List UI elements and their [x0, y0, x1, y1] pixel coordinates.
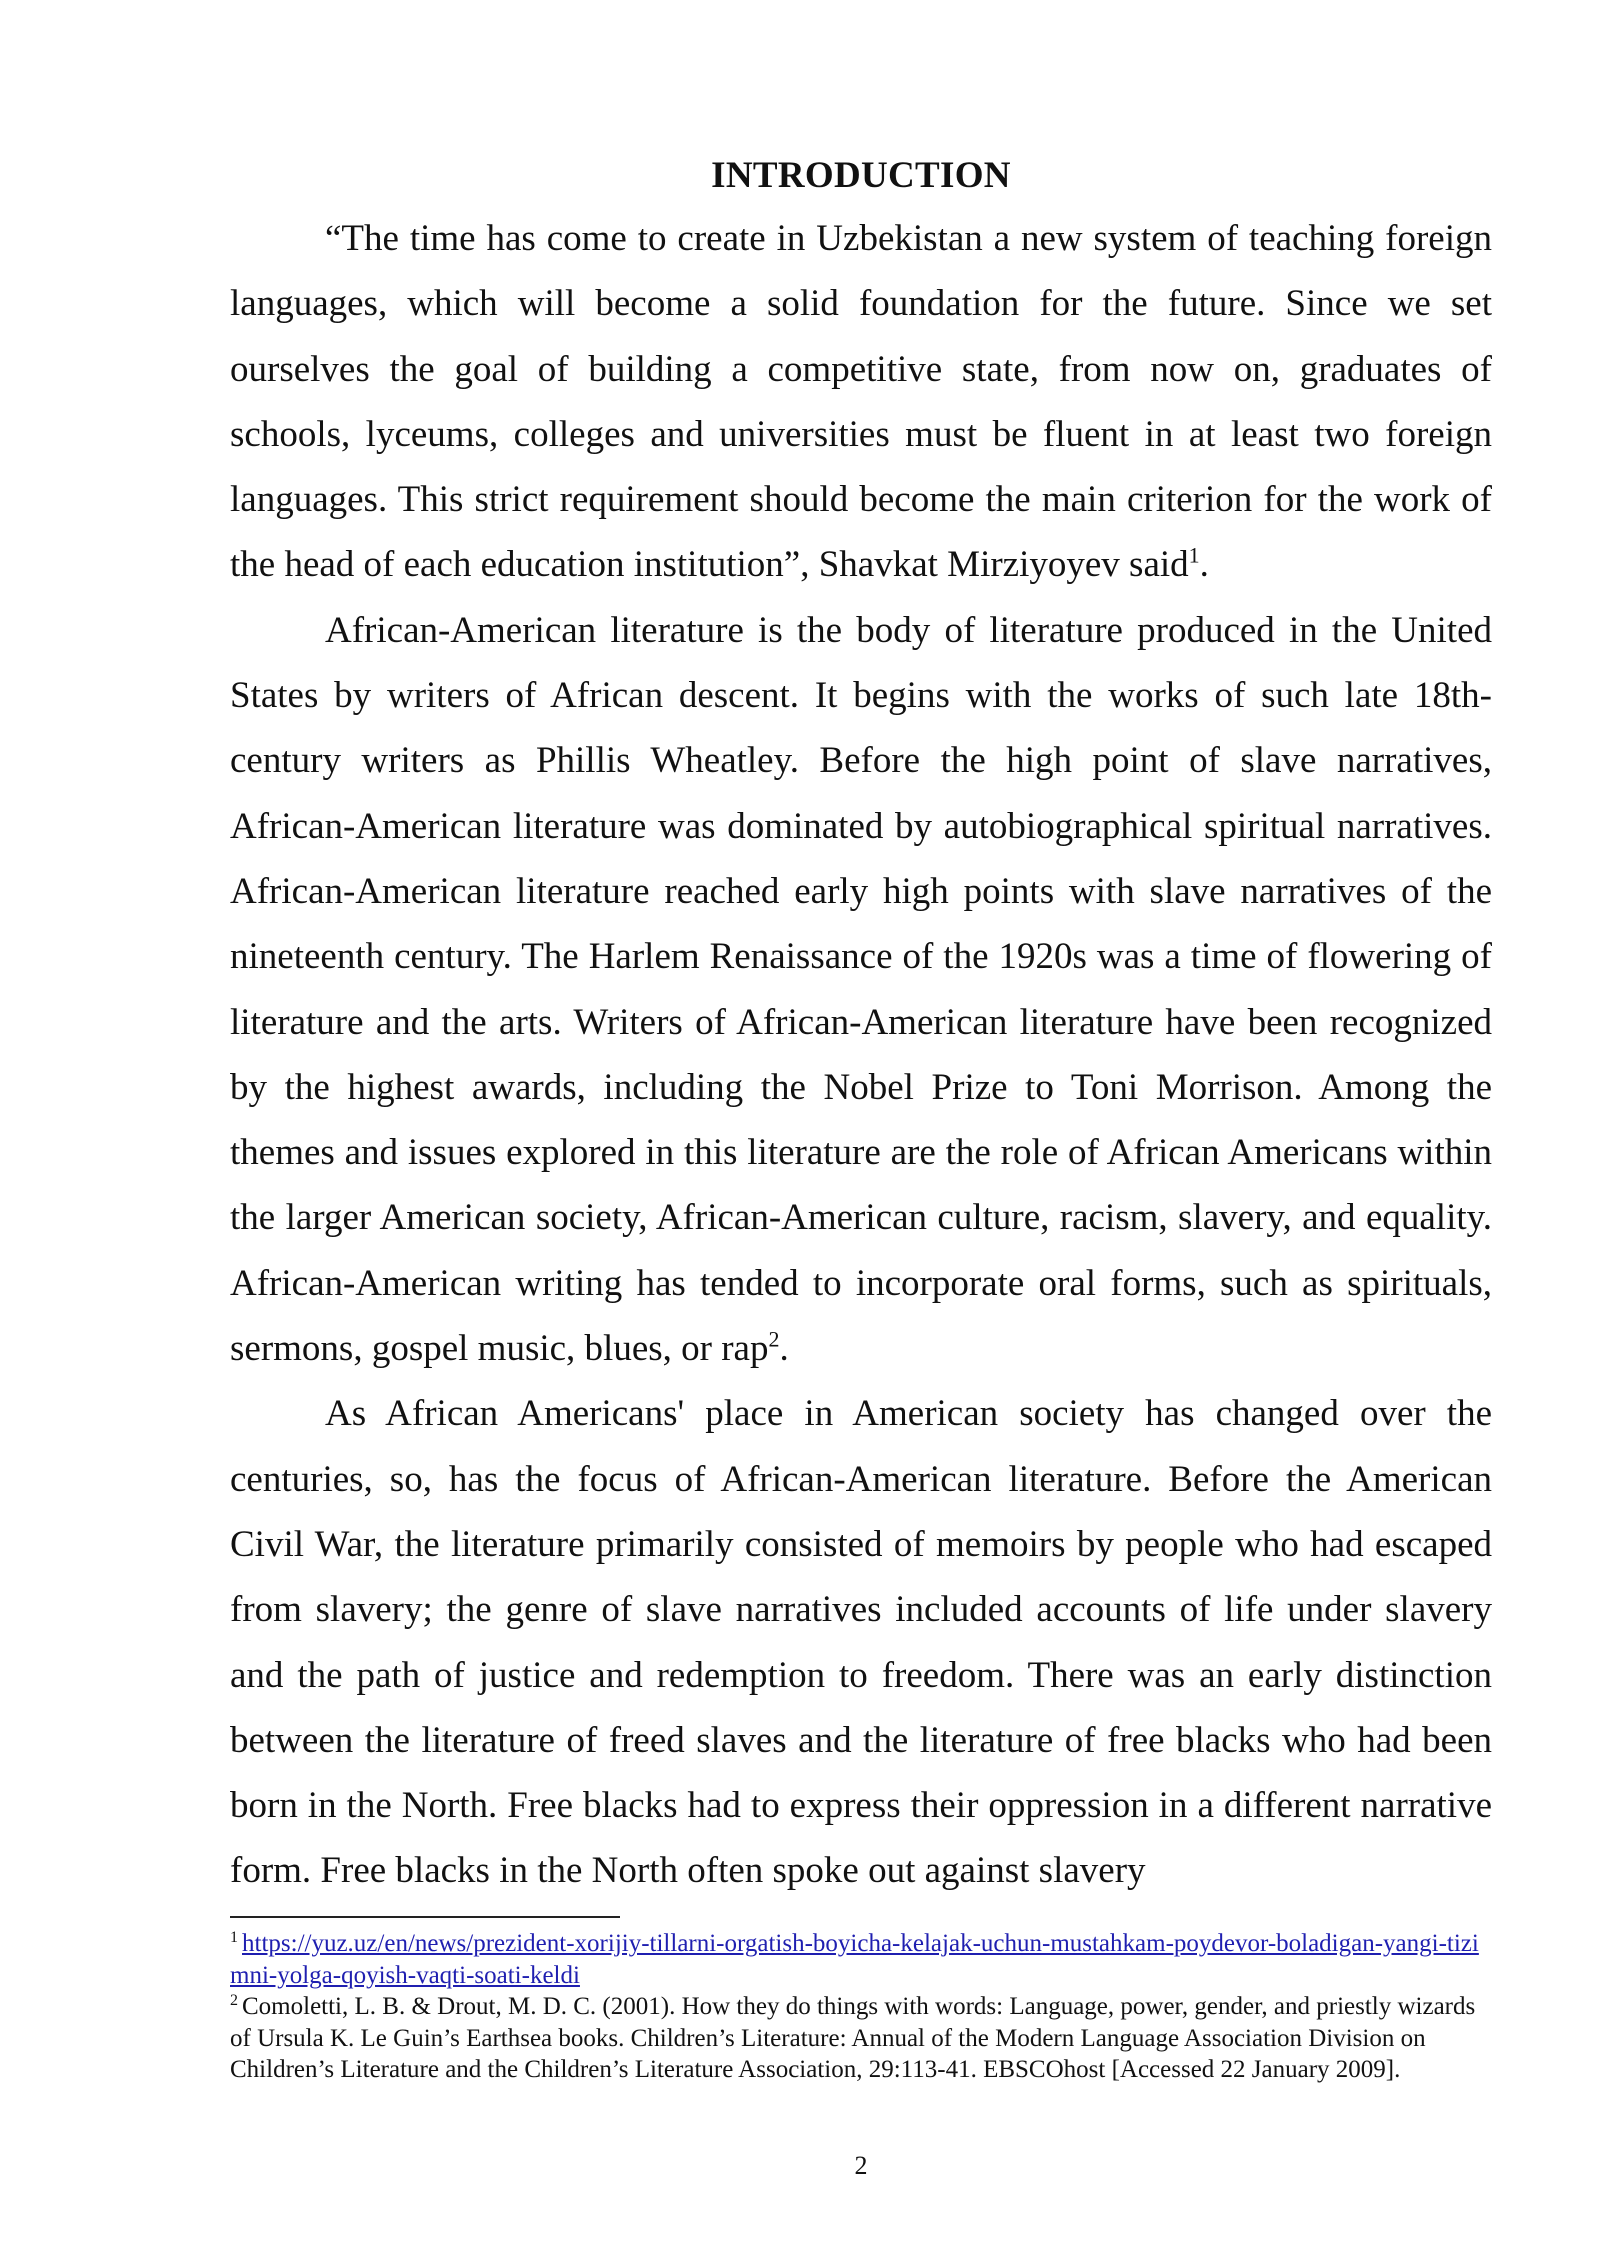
- footnotes: [230, 1928, 1492, 2086]
- paragraph-text: “The time has come to create in Uzbekistan a new system of teaching foreign languages, which will become a solid foundation for the future. Since we set ourselves the goal of building a competitive state, from now on, graduates of schools, lyceums, colleges and universities must be fluent in at least two foreign languages. This strict requirement should become the main criterion for the work of the head of each education institution”, Shavkat Mirziyoyev said: [230, 218, 1492, 586]
- footnote-reference[interactable]: 2: [768, 1326, 780, 1352]
- footnote-citation: Comoletti, L. B. & Drout, M. D. C. (2001). How they do things with words: Language, power, gender, and priestly wizards of Ursula K. Le Guin’s Earthsea books. Children’s Literature: Annual of the Modern Language Association Division on Children’s Literature and the Children’s Literature Association, 29:113-41. EBSCOhost [Accessed 22 January 2009].: [230, 1993, 1476, 2083]
- footnote-link[interactable]: https://yuz.uz/en/news/prezident-xorijiy-tillarni-orgatish-boyicha-kelajak-uchun-mustahkam-poydevor-boladigan-yangi-tizimni-yolga-qoyish-vaqti-soati-keldi: [230, 1930, 1479, 1989]
- paragraph-literature-definition: [230, 598, 1492, 1382]
- footnote-number: 2: [230, 1991, 238, 2009]
- footnote-reference[interactable]: 1: [1188, 543, 1200, 569]
- footnote-separator: [230, 1916, 620, 1918]
- paragraph-text: African-American literature is the body of literature produced in the United States by writers of African descent. It begins with the works of such late 18th-century writers as Phillis Wheatley. Before the high point of slave narratives, African-American literature was dominated by autobiographical spiritual narratives. African-American literature reached early high points with slave narratives of the nineteenth century. The Harlem Renaissance of the 1920s was a time of flowering of literature and the arts. Writers of African-American literature have been recognized by the highest awards, including the Nobel Prize to Toni Morrison. Among the themes and issues explored in this literature are the role of African Americans within the larger American society, African-American culture, racism, slavery, and equality. African-American writing has tended to incorporate oral forms, such as spirituals, sermons, gospel music, blues, or rap: [230, 609, 1492, 1370]
- paragraph-history: [230, 1381, 1492, 1903]
- page-body: [230, 150, 1492, 1904]
- section-heading: INTRODUCTION: [711, 155, 1011, 196]
- paragraph-quote: [230, 206, 1492, 598]
- page-number: 2: [854, 2151, 868, 2180]
- paragraph-end: .: [779, 1328, 789, 1370]
- footnote-number: 1: [230, 1928, 238, 1946]
- paragraph-end: .: [1199, 544, 1209, 586]
- paragraph-text: As African Americans' place in American society has changed over the centuries, so, has the focus of African-American literature. Before the American Civil War, the literature primarily consisted of memoirs by people who had escaped from slavery; the genre of slave narratives included accounts of life under slavery and the path of justice and redemption to freedom. There was an early distinction between the literature of freed slaves and the literature of free blacks who had been born in the North. Free blacks had to express their oppression in a different narrative form. Free blacks in the North often spoke out against slavery: [230, 1393, 1492, 1892]
- footnote-1: [230, 1928, 1492, 1991]
- footnote-2: [230, 1991, 1492, 2086]
